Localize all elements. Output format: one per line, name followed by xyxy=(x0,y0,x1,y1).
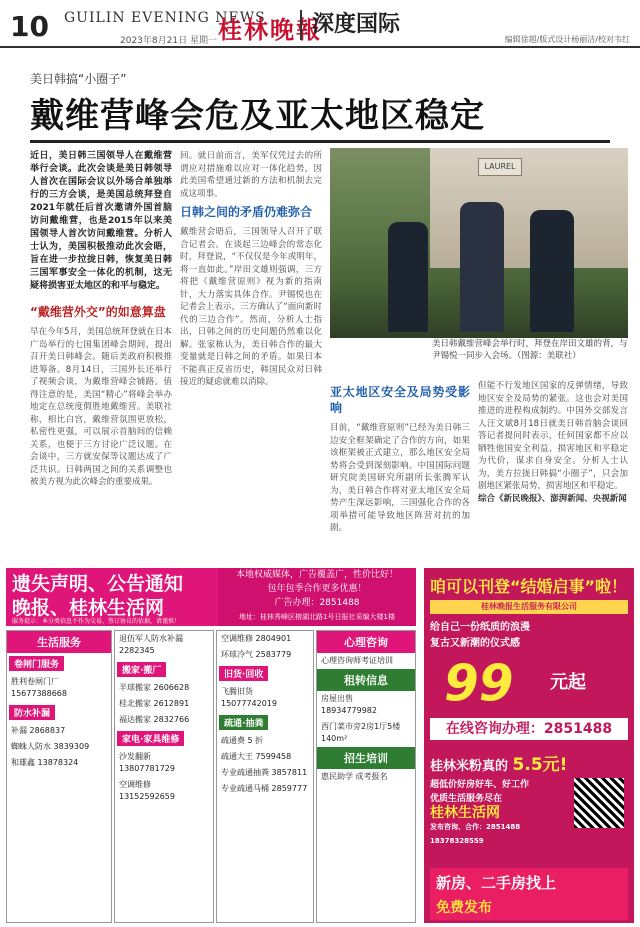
column-1-text: 早在今年5月，美国总统拜登就在日本广岛举行的七国集团峰会期间，提出召开美日韩峰会。随后美政府积极推进筹备。8月14日，三国外长还举行了视频会谈，为戴维营峰会铺路。值得注意的是，美国“精心”将峰会举办地定在总统度假胜地戴维营。美联社称，相比白宫，戴维营氛围更放松，私密性更强，可以展示首脑间的信赖关系，也便于三方讨论广泛议题。在会谈中，三方就安保等议题达成了广泛共识。日韩两国之间的关系调整也被美方视为此次峰会的重要成果。 xyxy=(30,327,172,487)
notice-ad-info-1: 本地权威媒体，广告覆盖广，性价比好！ xyxy=(235,570,398,580)
notice-ad-line-1: 遗失声明、公告通知 xyxy=(12,573,184,595)
rice-noodle-price: 5.5元! xyxy=(512,755,568,775)
subheading-3: 亚太地区安全及局势受影响 xyxy=(330,385,470,415)
listing: 桂北搬家 2612891 xyxy=(119,699,190,708)
rent-header: 租转信息 xyxy=(317,669,415,691)
life-net-line-3: 桂林生活网 xyxy=(430,805,500,821)
article-lead: 近日，美日韩三国领导人在戴维营举行会谈。此次会谈是美日韩领导人首次在国际会议以外场合单独举行的三方会谈，是美国总统拜登自2021年就任后首次邀请外国首脑访问戴维营，也是2015年以来美国领导人首次访问戴维营。分析人士认为，美国积极推动此次会晤，旨在进一步拉拢日韩，恢复美日韩三国军事安全一体化的机制，这无疑将损害亚太地区的和平与稳定。 xyxy=(30,151,172,291)
article-column-2 xyxy=(180,150,322,560)
consult-header: 心理咨询 xyxy=(317,631,415,653)
housing-ad-title: 新房、二手房找上 xyxy=(436,874,557,892)
notice-ad-disclaimer: 服务提示：本分类信息不作为交易、签订协议的依据，请谨慎！ xyxy=(12,618,181,625)
housing-ad-free: 免费发布 xyxy=(436,900,492,916)
housing-ad xyxy=(430,868,628,920)
repair-tag: 家电·家具维修 xyxy=(117,731,184,746)
listing: 惠民助学 成考报名 xyxy=(321,772,388,781)
life-net-line-2: 优质生活服务尽在 xyxy=(430,794,503,804)
person-figure xyxy=(460,202,504,332)
classified-column-1 xyxy=(6,630,112,923)
listing: 沙发翻新 13807781729 xyxy=(119,752,175,773)
qr-code-icon xyxy=(574,778,624,828)
listing: 补漏 2868837 xyxy=(11,726,66,735)
notice-ad-info-4: 地址：桂林秀峰区榕湖北路1号日报社采编大楼1楼 xyxy=(239,613,395,621)
listing: 福达搬家 2832766 xyxy=(119,715,190,724)
paper-logo: 桂林晚報 xyxy=(218,15,322,44)
classified-column-3 xyxy=(216,630,314,923)
column-2-text: 回。就日前而言，美军仅凭过去的所谓应对措施难以应对一体化趋势，因此美国希望通过新的方法和机制去完成这项事。 xyxy=(180,151,322,199)
pipe-tag: 疏通·抽粪 xyxy=(219,715,268,730)
article-column-3 xyxy=(330,380,470,560)
listing: 环球冷气 2583779 xyxy=(221,650,292,659)
wedding-price: 99 xyxy=(444,654,514,712)
editor-credits: 编辑徐超/版式设计杨丽洁/校对韦红 xyxy=(504,35,630,44)
section-title: 深度国际 xyxy=(300,10,410,40)
notice-ad-info xyxy=(218,568,416,626)
subheading-1: “戴维营外交”的如意算盘 xyxy=(30,305,166,319)
column-2-text-2: 戴维营会晤后，三国领导人召开了联合记者会。在谈起三边峰会的常态化时，拜登说，“不仅仅是今年或明年，将一直如此。”岸田文雄则强调，三方将把《戴维营原则》视为新的指南针，大力落实具体合作。尹锡悦也在记者会上表示，三方确认了“面向新时代的三边合作”。然而，分析人士指出，日韩之间的历史问题仍然难以化解。张家栋认为，美日韩合作的最大变量就是日韩之间的矛盾。如果日本不能真正反省历史，韩国民众对日韩接近的疑虑就难以消除。 xyxy=(180,227,322,387)
listing: 半球搬家 2606628 xyxy=(119,683,190,692)
recycle-tag: 旧货·回收 xyxy=(219,666,268,681)
life-net-line-4: 发布咨询、合作：2851488 18378328559 xyxy=(430,823,521,845)
listing: 专业疏通马桶 2859777 xyxy=(221,784,308,793)
column-4-text: 但能不行发地区国家的反弹情绪，导致地区安全及局势的紧张。这也会对美国推进的进程构成制约。中国外交部发言人汪文斌8月18日就美日韩首脑会谈回答记者提问时表示，任何国家都不应以牺牲他国安全利益、损害地区和平稳定为代价，谋求自身安全。分析人士认为，美方拉拢日韩搞“小圈子”，只会加剧地区紧张局势，损害地区和平稳定。 xyxy=(478,381,628,491)
person-figure xyxy=(388,222,428,332)
photo-sign: LAUREL xyxy=(478,158,522,176)
listing: 胜利卷闸门厂 15677388668 xyxy=(11,677,67,698)
listing: 飞腾旧货 15077742019 xyxy=(221,687,277,708)
article-column-1 xyxy=(30,300,172,560)
subheading-2: 日韩之间的矛盾仍难弥合 xyxy=(180,205,313,219)
classified-column-4 xyxy=(316,630,416,923)
person-figure xyxy=(530,210,574,332)
article-kicker: 美日韩搞“小圈子” xyxy=(30,72,127,86)
listing: 和雄鑫 13878324 xyxy=(11,758,79,767)
life-net-ad xyxy=(430,778,564,848)
wedding-promo-1: 给自己一份纸质的浪漫 xyxy=(430,622,530,633)
photo-caption: 美日韩戴维营峰会举行时，拜登在岸田文雄的背，与尹锡悦一同步入会场。（图源：美联社） xyxy=(432,339,628,361)
rice-noodle-text: 桂林米粉真的 xyxy=(430,759,509,774)
training-header: 招生培训 xyxy=(317,747,415,769)
masthead xyxy=(0,0,640,48)
listing: 心理咨询师考证培训 xyxy=(321,656,393,665)
wedding-ad-promo xyxy=(430,620,530,652)
classified-grid xyxy=(6,630,416,923)
rolling-door-tag: 卷闸门服务 xyxy=(9,656,64,671)
notice-ad-info-3: 广告办理：2851488 xyxy=(274,598,360,608)
life-net-line-1: 超低价好房好车、好工作 xyxy=(430,780,530,790)
notice-ad-info-2: 包年包季合作更多优惠！ xyxy=(267,584,367,594)
news-photo xyxy=(330,148,628,338)
listing: 疏通大王 7599458 xyxy=(221,752,292,761)
notice-ad-line-2: 晚报、桂林生活网 xyxy=(12,597,165,619)
wedding-ad-company: 桂林晚报生活服务有限公司 xyxy=(430,600,628,614)
moving-tag: 搬家·搬厂 xyxy=(117,662,166,677)
listing: 空调维修 2804901 xyxy=(221,634,292,643)
notice-ad xyxy=(6,568,416,626)
page-number: 10 xyxy=(10,10,49,43)
wedding-promo-2: 复古又新潮的仪式感 xyxy=(430,638,520,649)
waterproof-tag: 防水补漏 xyxy=(9,705,55,720)
headline-rule xyxy=(30,140,610,143)
article-headline: 戴维营峰会危及亚太地区稳定 xyxy=(30,96,485,136)
listing: 空调维修 13152592659 xyxy=(119,780,175,801)
wedding-price-unit: 元起 xyxy=(550,672,586,693)
listing: 专业疏通抽粪 3857811 xyxy=(221,768,308,777)
notice-ad-title xyxy=(12,572,183,620)
wedding-ad-title: 咱可以刊登“结婚启事”啦！ xyxy=(430,577,628,596)
article-column-4 xyxy=(478,380,628,560)
listing: 退伍军人防水补漏 2282345 xyxy=(119,634,183,655)
classified-column-2 xyxy=(114,630,214,923)
wedding-ad xyxy=(424,568,634,923)
source-note: 综合《新民晚报》、澎湃新闻、央视新闻 xyxy=(478,493,627,504)
listing: 蜘蛛人防水 3839309 xyxy=(11,742,90,751)
column-3-text: 目前，“戴维营原则”已经为美日韩三边安全框架确定了合作的方向，如果该框架被正式建立，那么地区安全局势将会受到深刻影响。中国国际问题研究院美国研究所副所长张腾军认为，美日韩合作将对亚太地区安全局势产生深远影响，三国强化合作的各项举措可能导致地区阵营对抗的加剧。 xyxy=(330,423,470,533)
listing: 房屋出售 18934779982 xyxy=(321,694,377,715)
paper-name-en: GUILIN EVENING NEWS xyxy=(64,10,266,26)
services-header: 生活服务 xyxy=(7,631,111,653)
listing: 疏通费 5 折 xyxy=(221,736,264,745)
rice-noodle-ad xyxy=(430,750,628,774)
listing: 西门菜市旁2房1厅5楼 140m² xyxy=(321,722,401,743)
issue-date: 2023年8月21日 星期一 xyxy=(120,36,217,46)
wedding-phone: 在线咨询办理：2851488 xyxy=(430,718,628,740)
